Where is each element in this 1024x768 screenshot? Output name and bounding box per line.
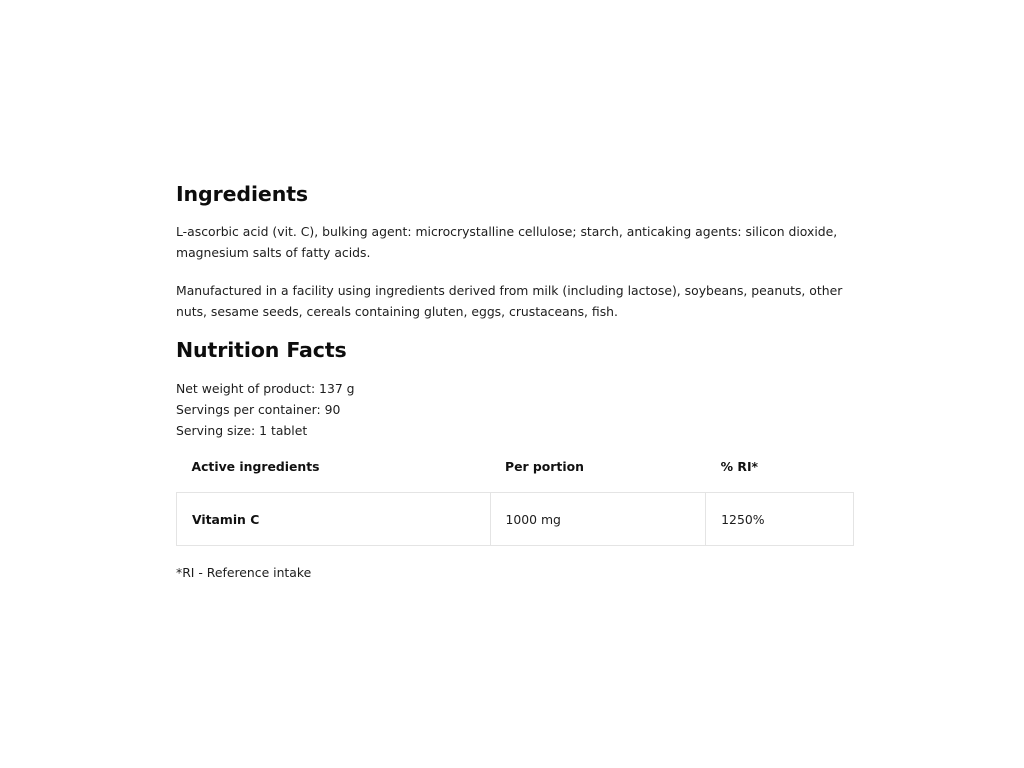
ingredients-text: L-ascorbic acid (vit. C), bulking agent: microcrystalline cellulose; starch, anticaking agents: silicon dioxide, magnesium salts of fatty acids. (176, 224, 838, 260)
net-weight: Net weight of product: 137 g (176, 381, 355, 396)
table-header-row (177, 440, 854, 493)
column-header-active-ingredients: Active ingredients (191, 458, 320, 474)
nutrition-facts-heading: Nutrition Facts (176, 338, 347, 362)
ingredients-heading: Ingredients (176, 182, 309, 206)
table-row (177, 493, 854, 546)
column-header-ri: % RI* (720, 458, 759, 474)
ri-footnote: *RI - Reference intake (176, 565, 312, 580)
ri-percent-cell: 1250% (706, 493, 854, 546)
column-header-per-portion: Per portion (505, 458, 584, 474)
per-portion-cell: 1000 mg (490, 493, 706, 546)
serving-size: Serving size: 1 tablet (176, 423, 308, 438)
servings-per-container: Servings per container: 90 (176, 402, 341, 417)
allergen-notice: Manufactured in a facility using ingredients derived from milk (including lactose), soybeans, peanuts, other nuts, sesame seeds, cereals containing gluten, eggs, crustaceans, fish. (176, 283, 843, 319)
ingredient-name-cell: Vitamin C (177, 493, 491, 546)
nutrition-summary (176, 378, 355, 441)
nutrition-table (176, 440, 854, 546)
